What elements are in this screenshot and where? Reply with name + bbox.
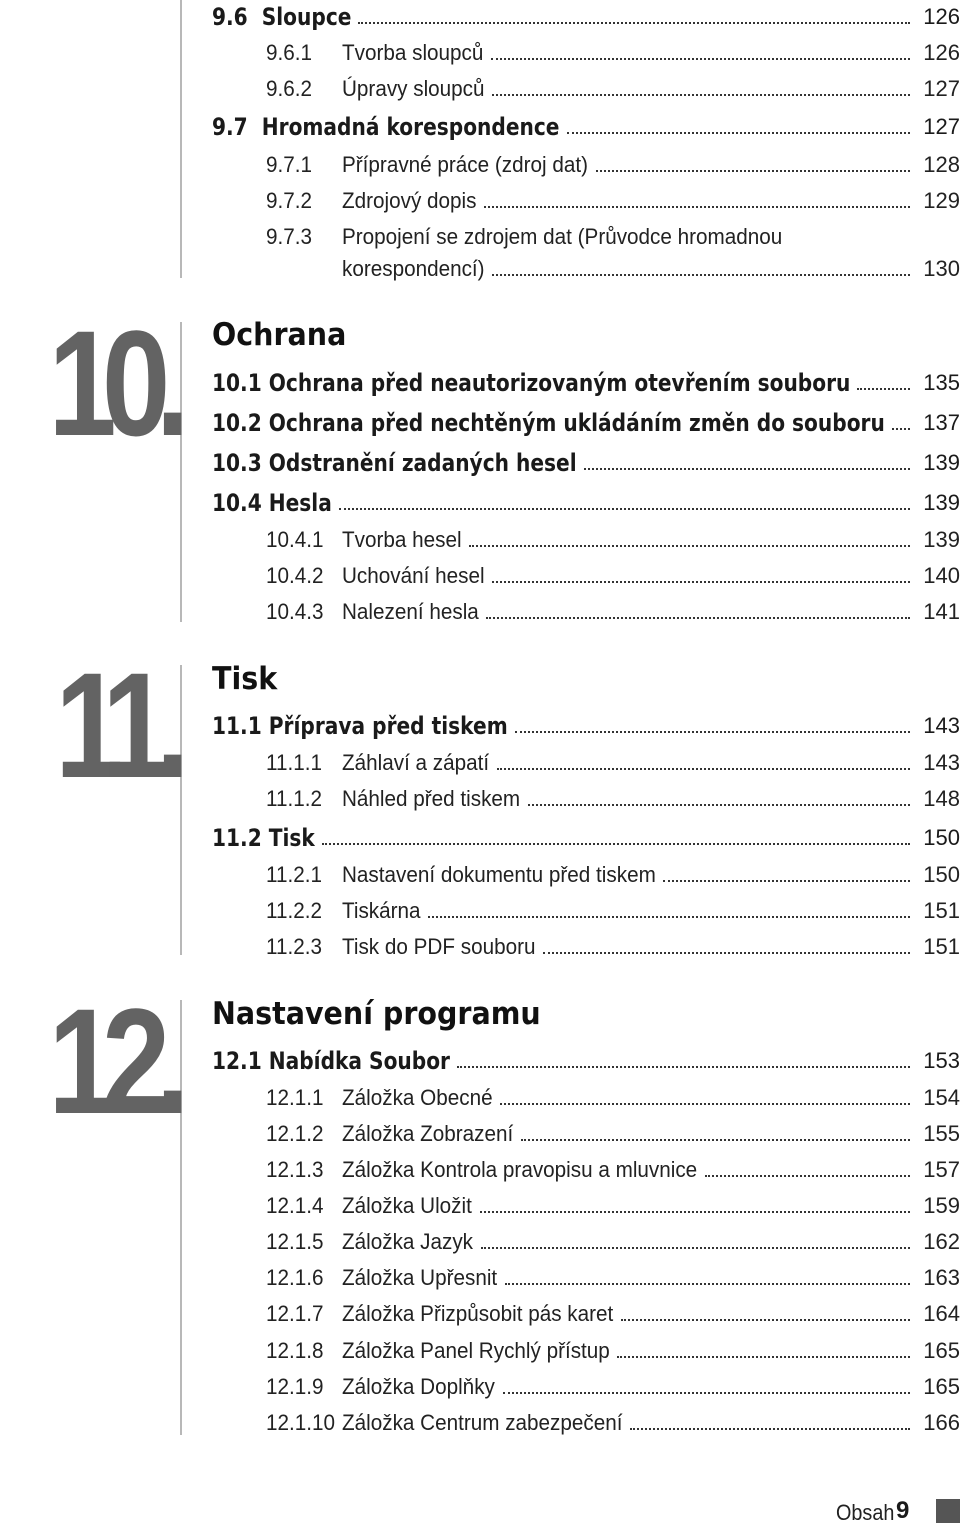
toc-entry-title: Zdrojový dopis [342,186,482,216]
leader-dots [567,132,910,134]
leader-dots [630,1428,910,1430]
toc-entry-title: Nastavení dokumentu před tiskem [342,860,661,890]
leader-dots [892,428,910,430]
leader-dots [596,170,910,172]
toc-entry-number: 9.6.1 [266,40,313,65]
leader-dots [492,274,910,276]
toc-entry-title: 12.1 Nabídka Soubor [212,1046,455,1076]
toc-entry[interactable] [212,748,960,778]
leader-dots [521,1139,910,1141]
toc-entry[interactable] [212,860,960,890]
toc-entry-number: 11.1.1 [266,750,322,775]
toc-entry-page: 126 [918,2,960,32]
toc-entry-number: 12.1.3 [266,1157,324,1182]
toc-entry-title: Náhled před tiskem [342,784,526,814]
toc-entry[interactable] [212,561,960,591]
chapter-title: Tisk [212,661,278,697]
toc-entry[interactable] [212,1263,960,1293]
toc-entry-number: 12.1.2 [266,1121,324,1146]
toc-entry-number: 10.4.3 [266,599,324,624]
toc-entry[interactable] [212,448,960,478]
toc-entry-title: Tiskárna [342,896,426,926]
toc-entry[interactable] [212,1372,960,1402]
toc-entry-page: 164 [918,1299,960,1329]
toc-entry-number: 9.7.2 [266,188,313,213]
toc-entry[interactable] [212,1155,960,1185]
toc-entry[interactable] [212,932,960,962]
leader-dots [515,731,910,733]
toc-entry-continuation[interactable] [212,254,960,284]
toc-entry-title: Záhlaví a zápatí [342,748,495,778]
toc-entry-page: 135 [918,368,960,398]
toc-entry[interactable] [212,1408,960,1438]
leader-dots [492,581,910,583]
toc-entry-page: 143 [918,711,960,741]
toc-entry-page: 151 [918,896,960,926]
toc-entry-number: 12.1.8 [266,1338,324,1363]
toc-entry[interactable] [212,74,960,104]
toc-entry[interactable] [212,525,960,555]
toc-entry-title: 10.1 Ochrana před neautorizovaným otevřením souboru [212,368,855,398]
toc-entry-page: 159 [918,1191,960,1221]
toc-entry[interactable] [212,1191,960,1221]
toc-entry-title: Záložka Panel Rychlý přístup [342,1336,615,1366]
separator-line [180,0,182,278]
toc-entry-title: Nalezení hesla [342,597,484,627]
toc-entry[interactable] [212,896,960,926]
toc-entry-number: 12.1.10 [266,1410,336,1435]
leader-dots [621,1319,910,1321]
toc-entry-title: 10.2 Ochrana před nechtěným ukládáním změn do souboru [212,408,890,438]
toc-entry[interactable] [212,1299,960,1329]
toc-entry-page: 139 [918,448,960,478]
toc-entry-page: 137 [918,408,960,438]
leader-dots [484,206,910,208]
toc-entry-page: 154 [918,1083,960,1113]
toc-entry[interactable] [212,1083,960,1113]
chapter-number: 12. [48,977,175,1145]
footer-label: Obsah [836,1500,895,1525]
leader-dots [486,617,910,619]
leader-dots [428,916,910,918]
leader-dots [528,804,910,806]
toc-entry-title: Záložka Uložit [342,1191,478,1221]
toc-entry-title: 9.6 Sloupce [212,2,356,32]
leader-dots [492,94,910,96]
toc-entry-title: Úpravy sloupců [342,74,490,104]
separator-line [180,322,182,622]
toc-entry-page: 127 [918,112,960,142]
toc-entry-number: 11.2.3 [266,934,322,959]
toc-entry[interactable] [212,823,960,853]
leader-dots [480,1211,910,1213]
toc-entry[interactable] [212,38,960,68]
leader-dots [469,545,910,547]
toc-entry-number: 11.2.2 [266,898,322,923]
toc-entry-title: korespondencí) [342,254,490,284]
toc-entry-number: 12.1.5 [266,1229,324,1254]
leader-dots [584,468,910,470]
separator-line [180,665,182,955]
leader-dots [358,22,910,24]
toc-entry-number: 10.4.2 [266,563,324,588]
leader-dots [705,1175,910,1177]
toc-entry-title: 9.7 Hromadná korespondence [212,112,565,142]
toc-entry-page: 165 [918,1336,960,1366]
toc-entry[interactable] [212,408,960,438]
toc-entry-page: 139 [918,525,960,555]
toc-entry-page: 139 [918,488,960,518]
toc-entry-page: 140 [918,561,960,591]
toc-entry-title: Záložka Doplňky [342,1372,501,1402]
toc-entry-number: 11.1.2 [266,786,322,811]
leader-dots [339,508,910,510]
toc-entry-title: Záložka Zobrazení [342,1119,519,1149]
toc-entry-number: 9.7.1 [266,152,313,177]
toc-entry-page: 150 [918,823,960,853]
toc-entry-page: 163 [918,1263,960,1293]
toc-entry-number: 12.1.4 [266,1193,324,1218]
toc-entry-title: 10.3 Odstranění zadaných hesel [212,448,582,478]
toc-entry-title: 10.4 Hesla [212,488,337,518]
chapter-number: 11. [55,641,175,809]
leader-dots [481,1247,910,1249]
toc-entry-number: 9.6.2 [266,76,313,101]
footer-square-marker [936,1499,960,1523]
leader-dots [500,1103,910,1105]
toc-entry-title: Záložka Centrum zabezpečení [342,1408,628,1438]
toc-entry[interactable] [212,2,960,32]
toc-entry-number: 11.2.1 [266,862,322,887]
leader-dots [491,58,910,60]
leader-dots [617,1356,910,1358]
toc-entry-title: 11.2 Tisk [212,823,320,853]
chapter-number: 10. [48,299,175,467]
toc-entry-page: 151 [918,932,960,962]
toc-entry[interactable] [212,711,960,741]
leader-dots [457,1066,910,1068]
toc-entry-page: 165 [918,1372,960,1402]
toc-entry-page: 141 [918,597,960,627]
toc-entry-title: Záložka Upřesnit [342,1263,503,1293]
footer-page-number: 9 [896,1497,910,1524]
toc-entry-page: 130 [918,254,960,284]
toc-entry-number: 12.1.7 [266,1301,324,1326]
toc-entry[interactable] [212,222,960,252]
leader-dots [505,1283,910,1285]
toc-entry-page: 143 [918,748,960,778]
leader-dots [663,880,910,882]
toc-entry[interactable] [212,784,960,814]
toc-entry-page: 148 [918,784,960,814]
toc-entry-page: 150 [918,860,960,890]
toc-entry[interactable] [212,488,960,518]
leader-dots [543,952,910,954]
toc-entry-title: Tvorba sloupců [342,38,489,68]
toc-entry-number: 12.1.1 [266,1085,324,1110]
toc-entry[interactable] [212,186,960,216]
toc-entry-page: 129 [918,186,960,216]
toc-entry-number: 9.7.3 [266,224,313,249]
toc-entry-page: 126 [918,38,960,68]
toc-entry[interactable] [212,1336,960,1366]
toc-entry-title: Propojení se zdrojem dat (Průvodce hromadnou [342,222,788,252]
leader-dots [857,388,910,390]
toc-entry[interactable] [212,150,960,180]
toc-entry-page: 162 [918,1227,960,1257]
toc-entry-title: Tisk do PDF souboru [342,932,541,962]
toc-entry-page: 166 [918,1408,960,1438]
toc-entry[interactable] [212,597,960,627]
toc-entry-title: Přípravné práce (zdroj dat) [342,150,594,180]
chapter-title: Nastavení programu [212,996,541,1032]
toc-entry[interactable] [212,112,960,142]
toc-entry-title: Tvorba hesel [342,525,467,555]
leader-dots [503,1392,910,1394]
toc-entry-title: Záložka Obecné [342,1083,498,1113]
leader-dots [497,768,910,770]
chapter-title: Ochrana [212,317,347,353]
toc-entry-page: 127 [918,74,960,104]
toc-entry-title: 11.1 Příprava před tiskem [212,711,513,741]
toc-entry[interactable] [212,1227,960,1257]
toc-entry-page: 128 [918,150,960,180]
toc-entry-title: Záložka Přizpůsobit pás karet [342,1299,619,1329]
leader-dots [322,843,910,845]
toc-entry[interactable] [212,368,960,398]
separator-line [180,1000,182,1435]
toc-entry[interactable] [212,1119,960,1149]
toc-entry-title: Uchování hesel [342,561,490,591]
toc-entry-number: 12.1.6 [266,1265,324,1290]
toc-entry-page: 155 [918,1119,960,1149]
toc-entry-page: 153 [918,1046,960,1076]
toc-entry-title: Záložka Jazyk [342,1227,479,1257]
toc-entry-number: 10.4.1 [266,527,324,552]
toc-entry-title: Záložka Kontrola pravopisu a mluvnice [342,1155,703,1185]
toc-entry-number: 12.1.9 [266,1374,324,1399]
toc-entry[interactable] [212,1046,960,1076]
toc-entry-page: 157 [918,1155,960,1185]
